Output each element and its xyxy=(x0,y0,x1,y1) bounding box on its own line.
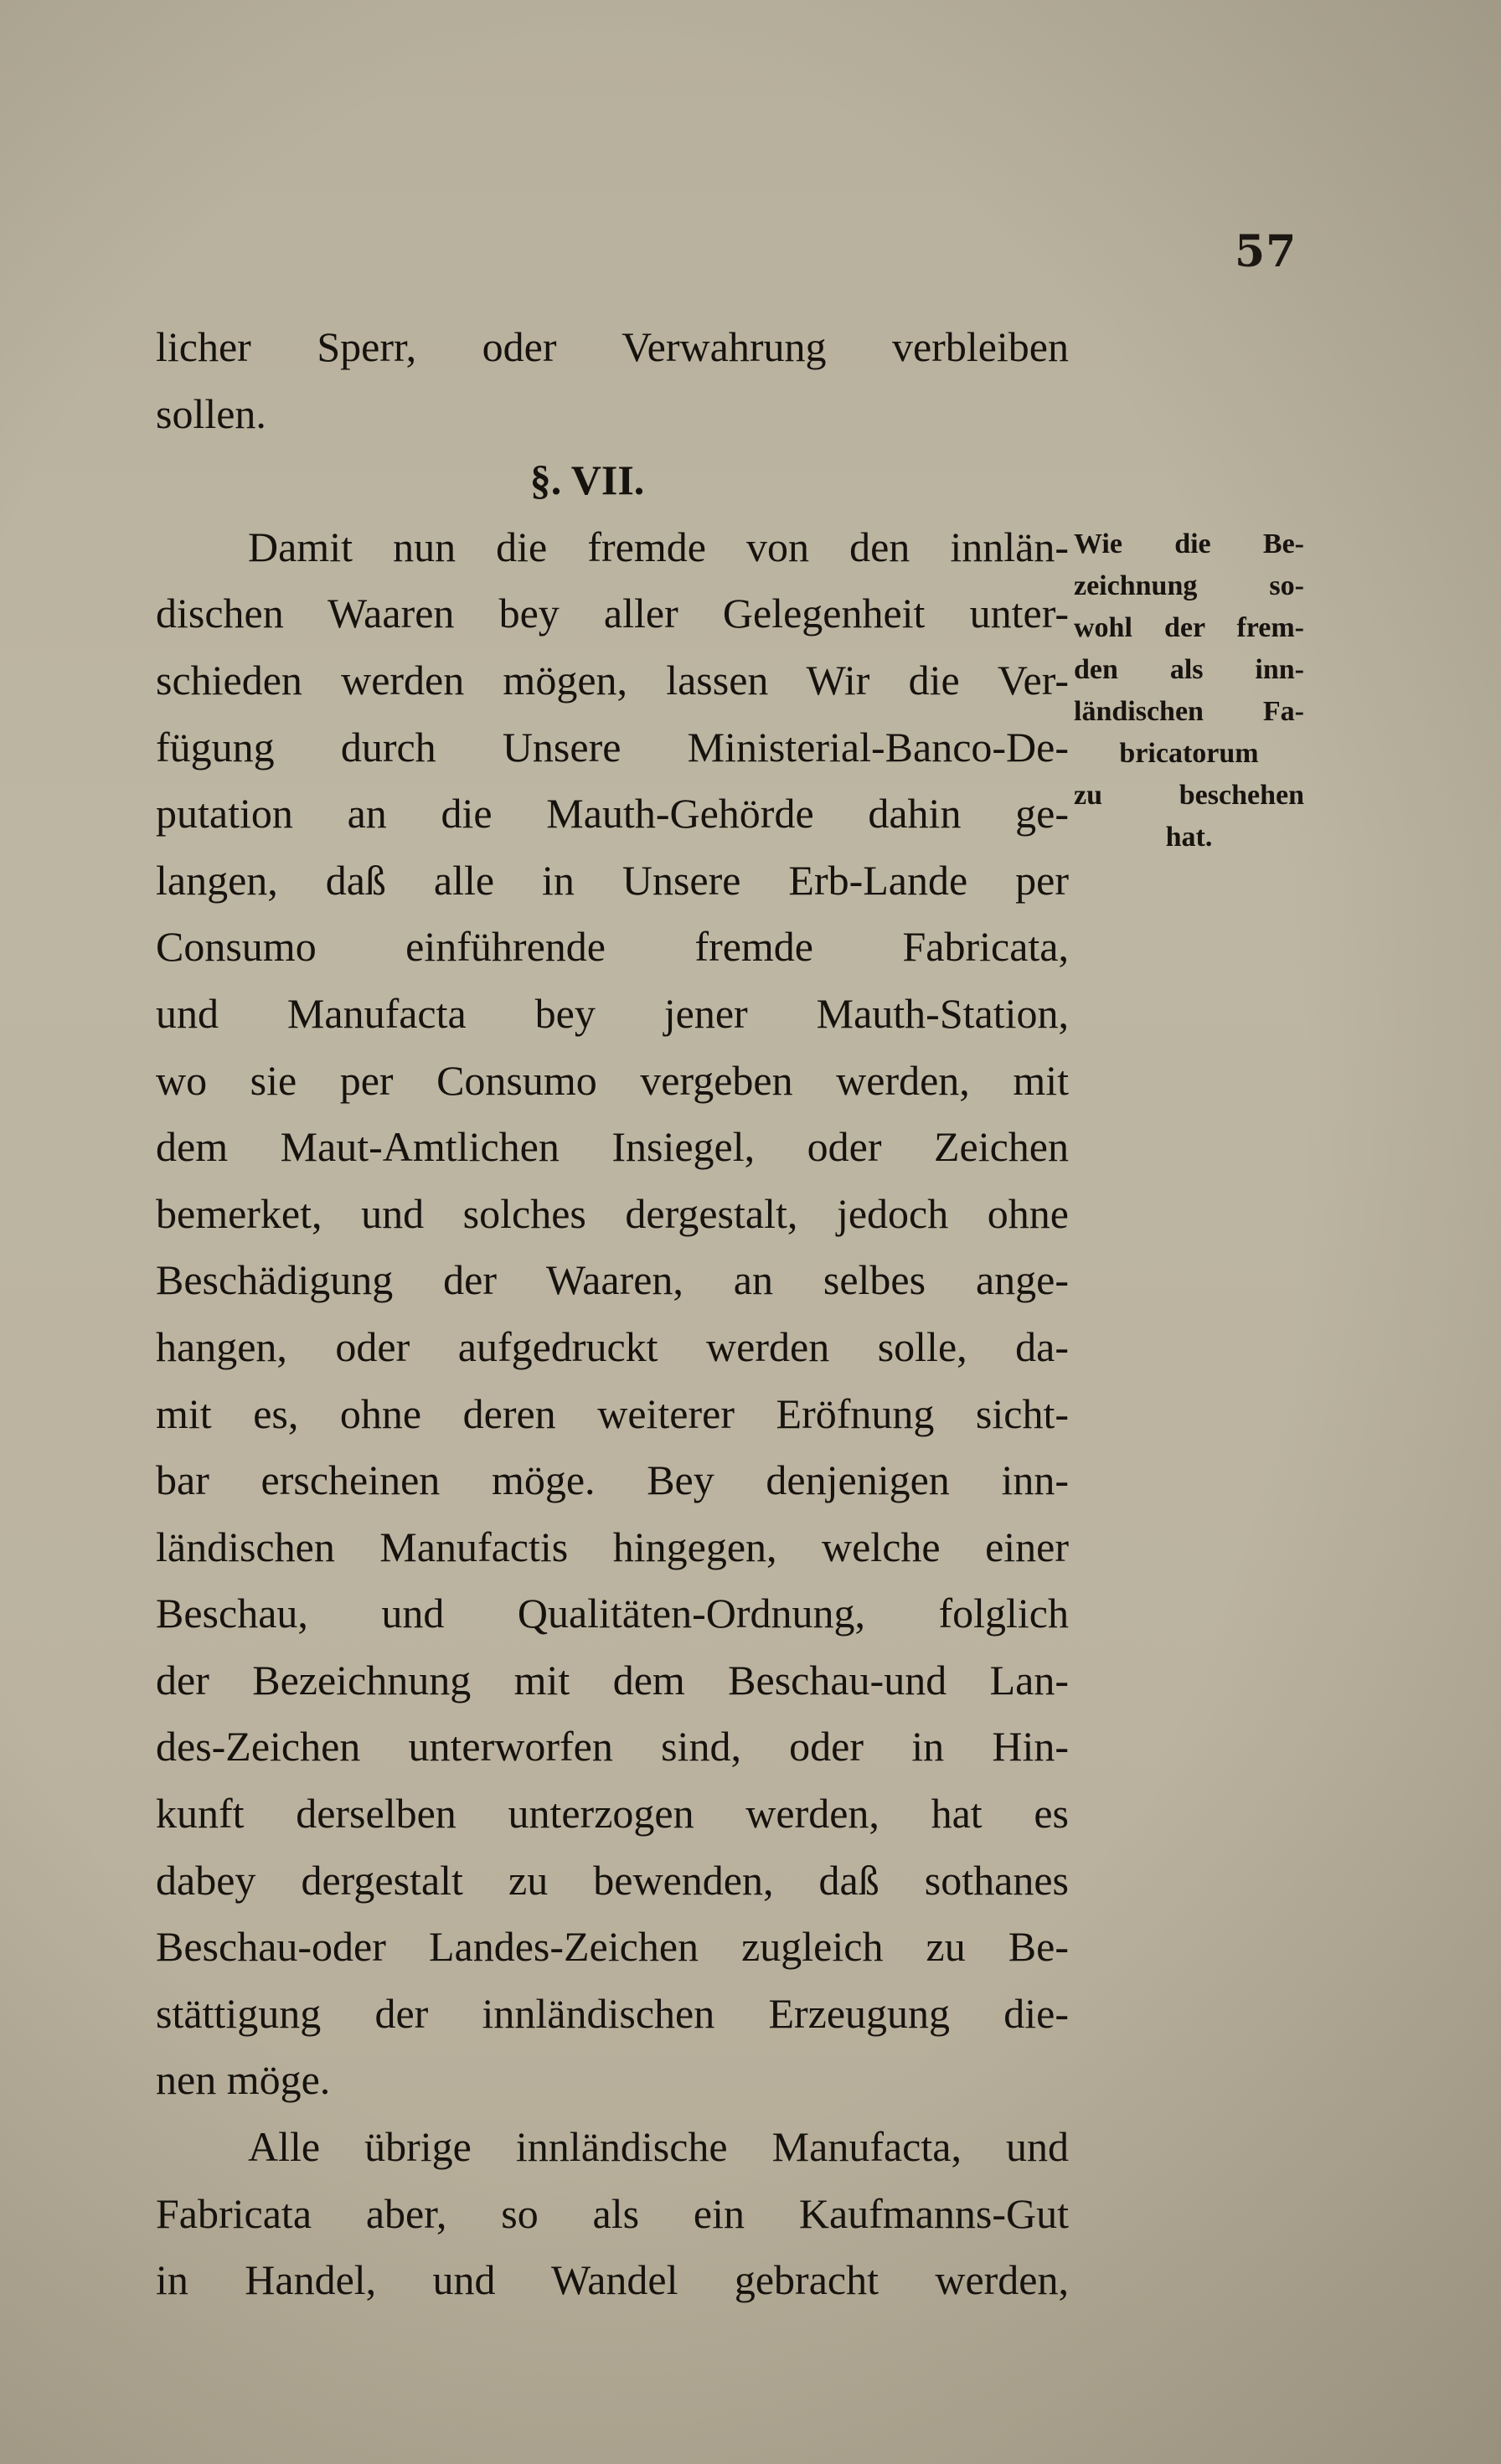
margin-note-line: wohl der frem- xyxy=(1074,612,1304,643)
margin-note-line: zu beschehen xyxy=(1074,780,1304,811)
text-line: ländischen Manufactis hingegen, welche einer xyxy=(156,1523,1069,1570)
text-line: sollen. xyxy=(156,389,266,437)
margin-note xyxy=(1074,523,1304,858)
margin-note-line: zeichnung so- xyxy=(1074,570,1304,601)
text-line: wo sie per Consumo vergeben werden, mit xyxy=(156,1056,1069,1104)
text-line: langen, daß alle in Unsere Erb-Lande per xyxy=(156,856,1069,904)
text-line: fügung durch Unsere Ministerial-Banco-De- xyxy=(156,723,1069,771)
text-line: dabey dergestalt zu bewenden, daß sothanes xyxy=(156,1856,1069,1904)
margin-note-line: bricatorum xyxy=(1119,738,1259,769)
text-line: bemerket, und solches dergestalt, jedoch ohne xyxy=(156,1189,1069,1237)
text-line: Fabricata aber, so als ein Kaufmanns-Gut xyxy=(156,2189,1069,2237)
text-line: licher Sperr, oder Verwahrung verbleiben xyxy=(156,323,1069,370)
text-line: mit es, ohne deren weiterer Eröfnung sicht- xyxy=(156,1389,1069,1437)
text-line: dem Maut-Amtlichen Insiegel, oder Zeichen xyxy=(156,1123,1069,1171)
text-line: Damit nun die fremde von den innlän- xyxy=(248,523,1069,570)
margin-note-line: hat. xyxy=(1165,822,1213,853)
text-line: Beschädigung der Waaren, an selbes ange- xyxy=(156,1256,1069,1304)
text-line: schieden werden mögen, lassen Wir die Ver- xyxy=(156,656,1069,704)
text-line: bar erscheinen möge. Bey denjenigen inn- xyxy=(156,1456,1069,1504)
text-line: kunft derselben unterzogen werden, hat es xyxy=(156,1790,1069,1838)
text-line: dischen Waaren bey aller Gelegenheit unter- xyxy=(156,590,1069,637)
text-line: des-Zeichen unterworfen sind, oder in Hin- xyxy=(156,1723,1069,1771)
text-line: der Bezeichnung mit dem Beschau-und Lan- xyxy=(156,1656,1069,1704)
margin-note-line: den als inn- xyxy=(1074,654,1304,685)
text-line: hangen, oder aufgedruckt werden solle, da- xyxy=(156,1322,1069,1370)
text-line: nen möge. xyxy=(156,2056,331,2104)
main-text xyxy=(156,314,1069,2314)
margin-note-line: Wie die Be- xyxy=(1074,528,1304,559)
page-number: 57 xyxy=(1235,226,1297,277)
margin-note-line: ländischen Fa- xyxy=(1074,696,1304,727)
text-line: Beschau, und Qualitäten-Ordnung, folglich xyxy=(156,1590,1069,1637)
text-line: und Manufacta bey jener Mauth-Station, xyxy=(156,989,1069,1037)
section-heading: §. VII. xyxy=(529,456,645,504)
text-line: in Handel, und Wandel gebracht werden, xyxy=(156,2256,1069,2304)
text-line: stättigung der innländischen Erzeugung die- xyxy=(156,1989,1069,2037)
text-line: Beschau-oder Landes-Zeichen zugleich zu Be- xyxy=(156,1923,1069,1971)
text-line: putation an die Mauth-Gehörde dahin ge- xyxy=(156,790,1069,838)
text-line: Consumo einführende fremde Fabricata, xyxy=(156,923,1069,971)
text-line: Alle übrige innländische Manufacta, und xyxy=(248,2123,1069,2171)
